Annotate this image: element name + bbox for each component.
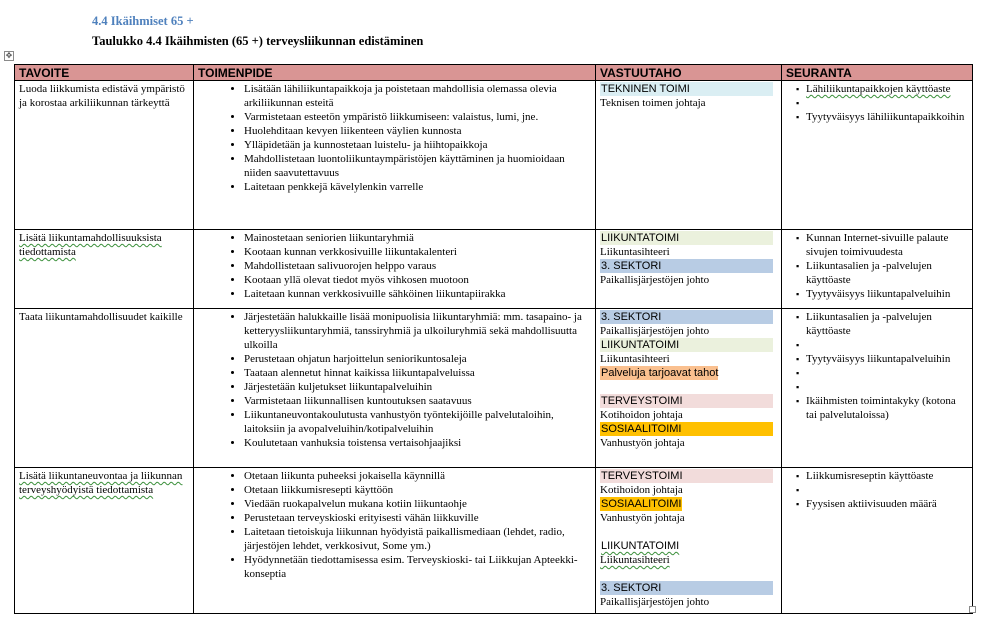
list-item: • Laitetaan kunnan verkkosivuille sähköinen liikuntapiirakka	[244, 287, 591, 301]
responsible-person: Paikallisjärjestöjen johto	[600, 274, 710, 286]
follow-up-cell[interactable]	[782, 230, 973, 309]
spacer	[796, 366, 968, 380]
responsible-label: LIIKUNTATOIMI	[600, 338, 773, 352]
list-item: • Varmistetaan liikunnallisen kuntoutuksen saatavuus	[244, 394, 591, 408]
responsible-person: Vanhustyön johtaja	[600, 437, 685, 449]
goal-text: Lisätä liikuntamahdollisuuksista tiedottamista	[19, 232, 162, 258]
goal-text: Lisätä liikuntaneuvontaa ja liikunnan terveyshyödyistä tiedottamista	[19, 470, 183, 496]
responsible-person: Kotihoidon johtaja	[600, 409, 683, 421]
responsible-cell[interactable]	[596, 230, 782, 309]
table-title: Taulukko 4.4 Ikäihmisten (65 +) terveysliikunnan edistäminen	[92, 34, 424, 48]
list-item: • Perustetaan ohjatun harjoittelun seniorikuntosaleja	[244, 352, 591, 366]
column-header-responsible: VASTUUTAHO	[596, 65, 782, 81]
responsible-label: SOSIAALITOIMI	[601, 498, 682, 510]
goal-text: Luoda liikkumista edistävä ympäristö ja korostaa arkiliikunnan tärkeyttä	[19, 83, 185, 109]
list-item: • Kootaan kunnan verkkosivuille liikuntakalenteri	[244, 245, 591, 259]
action-list	[198, 231, 591, 301]
table-header-row	[15, 65, 973, 81]
table-resize-handle[interactable]	[969, 606, 976, 613]
responsible-cell[interactable]	[596, 81, 782, 230]
responsible-cell[interactable]	[596, 468, 782, 614]
goal-cell[interactable]	[15, 309, 194, 468]
responsible-label: 3. SEKTORI	[600, 310, 773, 324]
goal-cell[interactable]	[15, 230, 194, 309]
list-item: • Liikuntaneuvontakoulutusta vanhustyön työntekijöille palvelutaloihin, laitoksiin ja avopalveluihin/kotipalveluihin	[244, 408, 591, 436]
responsible-cell[interactable]	[596, 309, 782, 468]
table-move-handle[interactable]: ✥	[5, 51, 13, 60]
follow-up-cell[interactable]	[782, 81, 973, 230]
responsible-person: Paikallisjärjestöjen johto	[600, 325, 710, 337]
list-item: ▪ Liikuntasalien ja -palvelujen käyttöaste	[796, 259, 968, 287]
section-heading: 4.4 Ikäihmiset 65 +	[92, 14, 194, 28]
responsible-label: TEKNINEN TOIMI	[600, 82, 773, 96]
action-list	[198, 310, 591, 450]
spacer	[796, 483, 968, 497]
list-item: • Perustetaan terveyskioski erityisesti vähän liikkuville	[244, 511, 591, 525]
responsible-person: Liikuntasihteeri	[600, 554, 670, 566]
goal-cell[interactable]	[15, 468, 194, 614]
follow-up-cell[interactable]	[782, 309, 973, 468]
list-item: • Mahdollistetaan salivuorojen helppo varaus	[244, 259, 591, 273]
goal-cell[interactable]	[15, 81, 194, 230]
responsible-person: Teknisen toimen johtaja	[600, 97, 706, 109]
responsible-person: Liikuntasihteeri	[600, 246, 670, 258]
responsible-person: Kotihoidon johtaja	[600, 484, 683, 496]
list-item: ▪ Tyytyväisyys lähiliikuntapaikkoihin	[796, 110, 968, 124]
action-cell[interactable]	[194, 230, 596, 309]
list-item: • Otetaan liikunta puheeksi jokaisella käynnillä	[244, 469, 591, 483]
spacer	[796, 380, 968, 394]
action-list	[198, 469, 591, 581]
follow-up-list	[786, 469, 968, 511]
list-item: • Järjestetään halukkaille lisää monipuolisia liikuntaryhmiä: mm. tasapaino- ja ketteryysliikuntaryhmiä, tanssiryhmiä ja ulkoiluryhmiä sekä mahdollisuutta ulkoilla	[244, 310, 591, 352]
responsible-label: SOSIAALITOIMI	[600, 422, 773, 436]
responsible-label: LIIKUNTATOIMI	[600, 231, 773, 245]
list-item: • Lisätään lähiliikuntapaikkoja ja poistetaan mahdollisia olemassa olevia arkiliikunnan esteitä	[244, 82, 591, 110]
list-item: • Otetaan liikkumisresepti käyttöön	[244, 483, 591, 497]
list-item: • Kootaan yllä olevat tiedot myös vihkosen muotoon	[244, 273, 591, 287]
follow-up-text: Lähiliikuntapaikkojen käyttöaste	[806, 83, 951, 95]
list-item: ▪ Tyytyväisyys liikuntapalveluihin	[796, 287, 968, 301]
action-cell[interactable]	[194, 468, 596, 614]
spacer	[796, 338, 968, 352]
responsible-label: TERVEYSTOIMI	[600, 394, 773, 408]
list-item: • Huolehditaan kevyen liikenteen väylien kunnosta	[244, 124, 591, 138]
spacer	[600, 525, 777, 539]
list-item: • Taataan alennetut hinnat kaikissa liikuntapalveluissa	[244, 366, 591, 380]
spacer	[600, 380, 777, 394]
spacer	[796, 96, 968, 110]
list-item: • Viedään ruokapalvelun mukana kotiin liikuntaohje	[244, 497, 591, 511]
follow-up-list	[786, 310, 968, 422]
column-header-action: TOIMENPIDE	[194, 65, 596, 81]
table-row	[15, 81, 973, 230]
responsible-label: LIIKUNTATOIMI	[601, 540, 680, 552]
list-item: ▪ Tyytyväisyys liikuntapalveluihin	[796, 352, 968, 366]
list-item: • Laitetaan penkkejä kävelylenkin varrelle	[244, 180, 591, 194]
responsible-person: Paikallisjärjestöjen johto	[600, 596, 710, 608]
column-header-follow-up: SEURANTA	[782, 65, 973, 81]
follow-up-cell[interactable]	[782, 468, 973, 614]
list-item: • Ylläpidetään ja kunnostetaan luistelu- ja hiihtopaikkoja	[244, 138, 591, 152]
action-list	[198, 82, 591, 194]
responsible-label: TERVEYSTOIMI	[600, 469, 773, 483]
follow-up-list	[786, 82, 968, 124]
table-row	[15, 468, 973, 614]
list-item: ▪ Fyysisen aktiivisuuden määrä	[796, 497, 968, 511]
action-cell[interactable]	[194, 309, 596, 468]
responsible-person: Vanhustyön johtaja	[600, 512, 685, 524]
column-header-goal: TAVOITE	[15, 65, 194, 81]
list-item: • Varmistetaan esteetön ympäristö liikkumiseen: valaistus, lumi, jne.	[244, 110, 591, 124]
list-item: ▪ Kunnan Internet-sivuille palaute sivujen toimivuudesta	[796, 231, 968, 259]
health-exercise-table	[14, 64, 973, 614]
responsible-person: Liikuntasihteeri	[600, 353, 670, 365]
list-item: ▪ Ikäihmisten toimintakyky (kotona tai palvelutaloissa)	[796, 394, 968, 422]
action-cell[interactable]	[194, 81, 596, 230]
responsible-label: Palveluja tarjoavat tahot	[601, 367, 719, 379]
list-item: • Koulutetaan vanhuksia toistensa vertaisohjaajiksi	[244, 436, 591, 450]
table-row	[15, 309, 973, 468]
list-item: ▪ Liikuntasalien ja -palvelujen käyttöaste	[796, 310, 968, 338]
goal-text: Taata liikuntamahdollisuudet kaikille	[19, 311, 183, 323]
responsible-label: 3. SEKTORI	[600, 259, 773, 273]
follow-up-list	[786, 231, 968, 301]
list-item: • Järjestetään kuljetukset liikuntapalveluihin	[244, 380, 591, 394]
list-item: • Hyödynnetään tiedottamisessa esim. Terveyskioski- tai Liikkujan Apteekki-konseptia	[244, 553, 591, 581]
spacer	[600, 567, 777, 581]
table-row	[15, 230, 973, 309]
responsible-label: 3. SEKTORI	[600, 581, 773, 595]
list-item: • Mainostetaan seniorien liikuntaryhmiä	[244, 231, 591, 245]
list-item: ▪ Liikkumisreseptin käyttöaste	[796, 469, 968, 483]
list-item: • Laitetaan tietoiskuja liikunnan hyödyistä paikallismediaan (lehdet, radio, järjestöjen lehdet, verkkosivut, Some ym.)	[244, 525, 591, 553]
list-item	[796, 82, 968, 96]
list-item: • Mahdollistetaan luontoliikuntaympäristöjen käyttäminen ja huomioidaan niiden saavutettavuus	[244, 152, 591, 180]
